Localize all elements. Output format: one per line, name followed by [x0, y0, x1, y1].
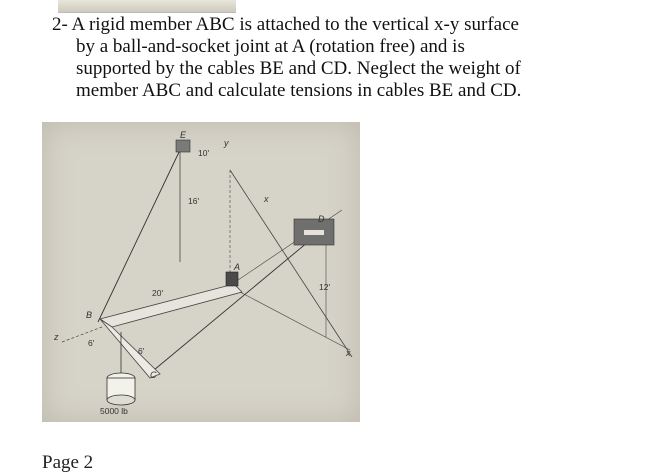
previous-figure-strip	[58, 0, 236, 13]
problem-line-4: member ABC and calculate tensions in cables BE and CD.	[76, 80, 522, 101]
dim-16: 16'	[188, 196, 200, 206]
dim-12: 12'	[319, 282, 331, 292]
problem-statement	[52, 14, 632, 102]
dim-6-left: 6'	[88, 338, 95, 348]
member-ab	[100, 284, 242, 327]
label-a: A	[234, 262, 241, 272]
problem-figure	[42, 122, 360, 422]
page-number: Page 2	[42, 452, 94, 473]
problem-line-2: by a ball-and-socket joint at A (rotation free) and is	[76, 36, 465, 57]
figure-drawing	[42, 122, 360, 422]
cable-be	[98, 150, 180, 322]
dim-20: 20'	[152, 288, 164, 298]
problem-line-3: supported by the cables BE and CD. Neglect the weight of	[76, 58, 521, 79]
label-x-2: x	[346, 348, 351, 358]
label-c: C	[150, 370, 157, 380]
z-axis-line	[62, 327, 102, 342]
problem-line-1: 2- A rigid member ABC is attached to the vertical x-y surface	[52, 14, 519, 35]
dim-6-right: 6'	[138, 346, 145, 356]
label-x: x	[264, 194, 269, 204]
weight-bottom	[107, 395, 135, 405]
load-label: 5000 lb	[100, 406, 128, 416]
joint-a	[226, 272, 238, 286]
label-y: y	[224, 138, 229, 148]
floor-edge-line	[240, 292, 350, 350]
x-axis-line	[230, 170, 352, 357]
label-b: B	[86, 310, 93, 320]
label-z: z	[54, 332, 59, 342]
bracket-e	[176, 140, 190, 152]
label-e: E	[180, 130, 187, 140]
bracket-d-slot	[304, 230, 324, 235]
dim-10: 10'	[198, 148, 210, 158]
label-d: D	[318, 214, 325, 224]
